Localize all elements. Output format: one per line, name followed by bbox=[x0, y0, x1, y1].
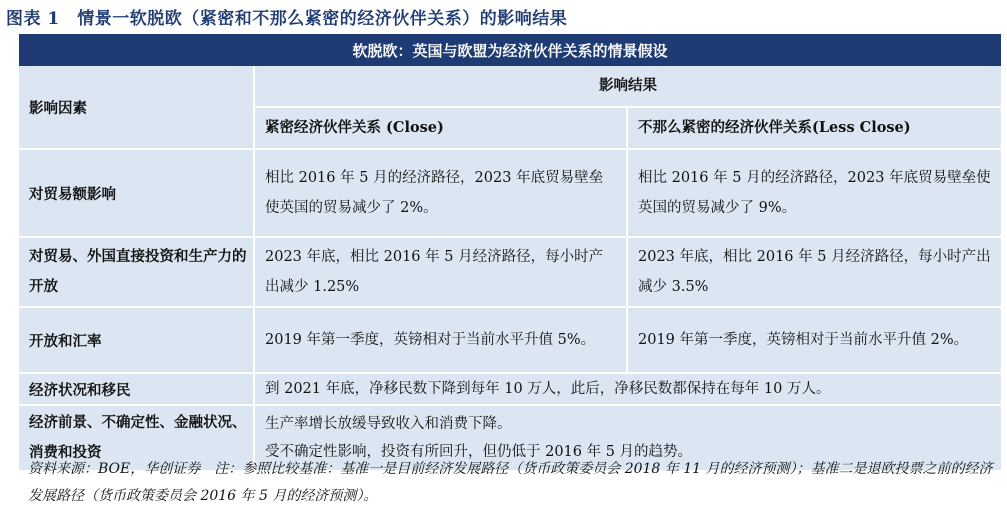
table-row bbox=[19, 237, 1001, 307]
source-note: 资料来源：BOE，华创证券 注：参照比较基准：基准一是目前经济发展路径（货币政策委员会 2018 年 11 月的经济预测）；基准二是退欧投票之前的经济发展路径（货币政策委员会 2016 年 5 月的经济预测）。 bbox=[28, 461, 993, 504]
close-cell: 2019 年第一季度，英镑相对于当前水平升值 5%。 bbox=[254, 307, 627, 373]
table-caption: 软脱欧：英国与欧盟为经济伙伴关系的情景假设 bbox=[19, 34, 1001, 66]
table-row bbox=[19, 373, 1001, 405]
table-row bbox=[19, 307, 1001, 373]
close-cell: 2023 年底，相比 2016 年 5 月经济路径，每小时产出减少 1.25% bbox=[254, 237, 627, 307]
scenario-table bbox=[19, 34, 1001, 470]
less-close-cell: 2023 年底，相比 2016 年 5 月经济路径，每小时产出减少 3.5% bbox=[627, 237, 1001, 307]
effect-header-row bbox=[19, 66, 1001, 107]
factor-header: 影响因素 bbox=[19, 66, 254, 149]
merged-cell: 到 2021 年底，净移民数下降到每年 10 万人，此后，净移民数都保持在每年 10 万人。 bbox=[254, 373, 1001, 405]
merged-line: 受不确定性影响，投资有所回升，但仍低于 2016 年 5 月的趋势。 bbox=[265, 444, 693, 460]
table-caption-row bbox=[19, 34, 1001, 66]
factor-cell: 经济状况和移民 bbox=[19, 373, 254, 405]
effect-header: 影响结果 bbox=[254, 66, 1001, 107]
table-row bbox=[19, 149, 1001, 237]
factor-cell: 经济前景、不确定性、金融状况、消费和投资 bbox=[19, 405, 254, 470]
less-close-cell: 2019 年第一季度，英镑相对于当前水平升值 2%。 bbox=[627, 307, 1001, 373]
factor-cell: 对贸易额影响 bbox=[19, 149, 254, 237]
close-cell: 相比 2016 年 5 月的经济路径，2023 年底贸易壁垒使英国的贸易减少了 2%。 bbox=[254, 149, 627, 237]
col-less-close-header: 不那么紧密的经济伙伴关系(Less Close) bbox=[627, 107, 1001, 149]
col-close-header: 紧密经济伙伴关系 (Close) bbox=[254, 107, 627, 149]
factor-cell: 开放和汇率 bbox=[19, 307, 254, 373]
factor-cell: 对贸易、外国直接投资和生产力的开放 bbox=[19, 237, 254, 307]
less-close-cell: 相比 2016 年 5 月的经济路径，2023 年底贸易壁垒使英国的贸易减少了 9%。 bbox=[627, 149, 1001, 237]
figure-title: 图表 1 情景一软脱欧（紧密和不那么紧密的经济伙伴关系）的影响结果 bbox=[6, 9, 568, 29]
merged-line: 生产率增长放缓导致收入和消费下降。 bbox=[265, 416, 512, 432]
